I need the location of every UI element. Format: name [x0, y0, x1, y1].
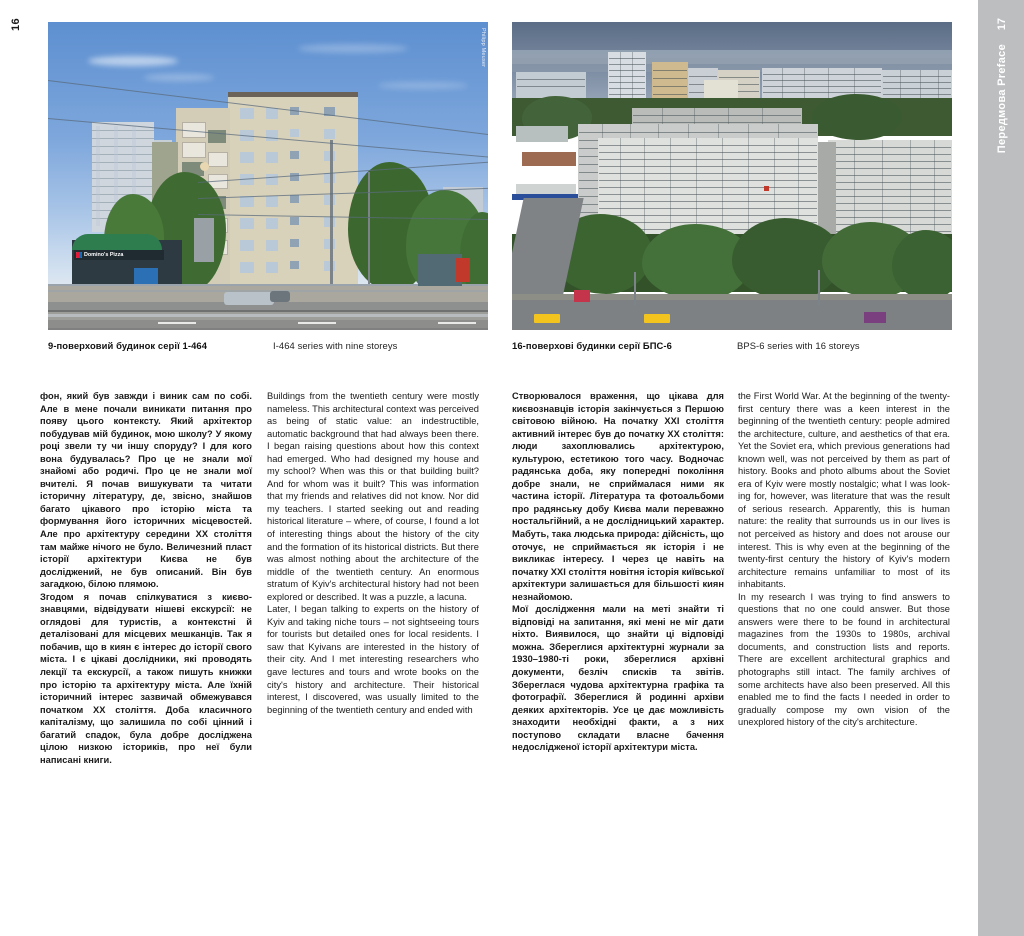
running-head-label: Передмова Preface: [996, 44, 1008, 154]
tree: [812, 94, 902, 140]
car: [224, 292, 274, 305]
vehicle: [864, 312, 886, 323]
marshrutka-bus: [644, 314, 670, 323]
cloud: [144, 74, 214, 81]
guard-rail: [48, 314, 488, 317]
cloud: [298, 44, 408, 53]
column-ua-right: [512, 390, 724, 754]
curb: [48, 310, 488, 312]
caption-left: [48, 340, 488, 358]
running-head-tab: [978, 0, 1024, 936]
road: [512, 300, 952, 330]
page-number-left: 16: [10, 18, 22, 32]
street-lamp: [634, 272, 636, 306]
dominos-logo-icon: [76, 252, 82, 258]
photo-nine-storey-block: [48, 22, 488, 330]
paragraph: Згодом я почав спілкуватися з києвознавцями, відвідувати нішеві екскурсії: не оглядові для туристів, а контекстні й деталізовані для місцевих мешканців. Так я побачив, що в киян є інтерес до історії свого міста. І є цікаві дослідники, які проводять лекції та екскурсії, а також пишуть книжки про історію та архітектуру міста. Але їхній історичний інтерес зазвичай обмежувався початком ХХ століття. Доба класичного капіталізму, що залишила по собі цінний і багатий спадок, була добре досліджена цілою низкою істориків, про неї були написані книги.: [40, 591, 252, 765]
paragraph: In my research I was trying to find answers to questions that no one could answer. But those answers were there to be found in architectural magazines from the 1930s to 1980s, archival documents, and construction lists and reports. There are excellent architectural graphics and photographs still intact. The family archives of some architects have also been preserved. All this enabled me to find the facts I needed in order to gradually compose my own vision of the unexplored history of the city's architecture.: [738, 591, 950, 728]
utility-pole: [330, 140, 333, 304]
column-ua-left: [40, 390, 252, 766]
paragraph: Buildings from the twentieth century were mostly nameless. This architectural context was perceived as being of static value: an indestructible, automatic background that had always been there. I began raising questions about how this context had emerged. Who had designed my house and my school? When was this or that building built? And for whom was it built? This was information that my friends and relatives did not know. Nor did my teachers. I started seeking out and reading historical literature – where, of course, I found a lot of interesting things about the history of the city and the formation of its historical districts. But there was almost nothing about the architecture of the middle of the twentieth century. An enormous stratum of Kyiv's architectural history had not been explored or described. It was a puzzle, a lacuna.: [267, 391, 479, 602]
cloud: [88, 56, 178, 66]
marshrutka-bus: [534, 314, 560, 323]
caption-en: BPS-6 series with 16 storeys: [737, 340, 860, 351]
billboard: [574, 290, 590, 302]
paragraph: Мої дослідження мали на меті знайти ті відповіді на запитання, які мені не міг дати ніхто. Виявилося, що знайти ці відповіді можна. Збереглися архітектурні журнали за 1930–1980-ті роки, збереглися архівні документи, безліч списків та звітів. Збереглася чудова архітектурна графіка та фотографії. Збереглися й родинні архіви деяких архітекторів. Усе це дає можливість знаходити необхідні факти, а з них поступово складати власне бачення недослідженої історії архітектури міста.: [512, 604, 724, 753]
car: [270, 291, 290, 302]
paragraph: the First World War. At the beginning of the twenty-first century there was a keen interest in the beginning of the twentieth century: people admired the architecture, culture, and aesthetics of that era. Yet the Soviet era, which previous generations had known well, was not perceived by them as part of history. Books and photo albums about the Soviet era of Kyiv were mostly nostalgic; what I was looking for, however, was literature that was the result of serious research. Apparently, this is human nature: the reality that surrounds us in our lives is not perceived as history and does not arouse our interest. This is why even at the beginning of the twenty-first century the history of Kyiv's modern architecture remains unfamiliar to most of its inhabitants.: [738, 391, 950, 590]
caption-ua: 9-поверховий будинок серії 1-464: [48, 340, 208, 351]
roadway: [48, 328, 488, 330]
low-building: [522, 152, 576, 166]
column-en-right: [738, 390, 950, 729]
caption-ua: 16-поверхові будинки серії БПС-6: [512, 340, 672, 351]
paragraph: фон, який був завжди і виник сам по собі. Але в мене почали виникати питання про появу цього контексту. Який архітектор побудував мій будинок, мою школу? У якому році звели ту чи іншу споруду? І для кого вона будувалась? Про це не знали мої знайомі або родичі. Про це не знали мої вчителі. Я почав вишукувати та читати історичну літературу, де, звісно, знайшов багато цікавого про історію міста та формування його історичних місцевостей. Але про архітектуру середини ХХ століття там майже нічого не було. Величезний пласт історії архітектури Києва не був досліджений, не був описаний. Він був загадкою, білою плямою.: [40, 391, 252, 590]
page-number-right: 17: [996, 18, 1008, 31]
right-page: [512, 0, 1024, 936]
paragraph: Створювалося враження, що цікава для києвознавців історія закінчується з Першою світовою війною. На початку ХХІ століття активний інтерес був до початку ХХ століття: люди захоплювались архітектурою, культурою, естетикою того часу. Водночас радянська доба, яку попередні покоління добре знали, не сприймалася ними як частина історії. Література та фотоальбоми про радянську добу Києва мали переважно ностальгійний, а не дослідницький характер. Мабуть, така людська природа: дійсність, що оточує, не сприймається як історія і не викликає інтересу. І через це навіть на початку ХХІ століття новітня історія київської архітектури залишається для більшості киян незнайомою.: [512, 391, 724, 602]
nine-storey-building: [228, 92, 358, 304]
distant-row: [516, 72, 586, 98]
figure-left: [48, 22, 488, 330]
storefront-poster: [134, 268, 158, 284]
paragraph: Later, I began talking to experts on the history of Kyiv and taking niche tours – not sightseeing tours for tourists but detailed ones for local residents. I saw that Kyivans are interested in the history of their city. And I met interesting researchers who gave lectures and tours and wrote books on the city's history and architecture. Their historical interest, I discovered, was usually limited to the beginning of the twentieth century and ended with: [267, 604, 479, 715]
column-en-left: [267, 390, 479, 716]
cloud: [378, 82, 468, 89]
caption-right: [512, 340, 952, 358]
street-lamp: [818, 270, 820, 306]
photo-bps6-aerial: [512, 22, 952, 330]
low-building: [516, 126, 568, 142]
green-awning: [72, 234, 162, 250]
bus-shelter-ad: [456, 258, 470, 282]
advertising-pillar: [194, 218, 214, 262]
figure-right: [512, 22, 952, 330]
domino-pizza-sign: Domino's Pizza: [74, 250, 164, 260]
utility-pole: [368, 172, 370, 292]
photo-credit-left: Philipp Meuser: [480, 28, 486, 68]
caption-en: I-464 series with nine storeys: [273, 340, 398, 351]
